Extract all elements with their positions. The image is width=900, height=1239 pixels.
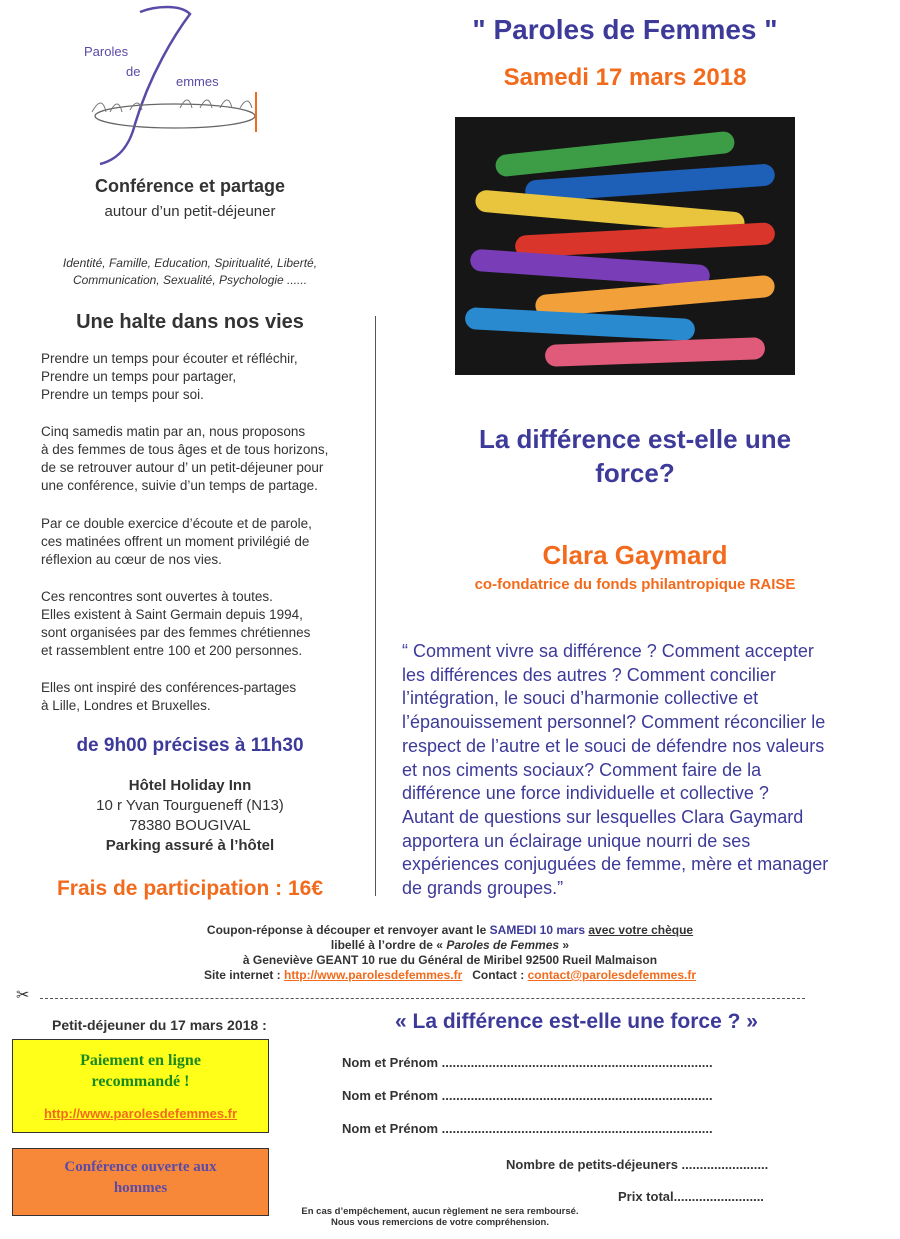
speaker-name: Clara Gaymard xyxy=(542,540,728,570)
schedule-hours: de 9h00 précises à 11h30 xyxy=(76,735,304,756)
coupon-info: Coupon-réponse à découper et renvoyer avant le SAMEDI 10 mars avec votre chèque libellé à l’ordre de « Paroles de Femmes » à Geneviève GEANT 10 rue du Général de Miribel 92500 Rueil Malmaison Site internet : http://www.parolesdefemmes.fr Contact : contact@parolesdefemmes.fr xyxy=(203,923,697,982)
conference-title: Conférence et partage xyxy=(94,176,286,196)
total-price-field[interactable]: Prix total......................... xyxy=(618,1189,764,1204)
hands-photo xyxy=(455,117,795,375)
cut-line xyxy=(40,998,805,999)
paragraph-inspire: Elles ont inspiré des conférences-partages à Lille, Londres et Bruxelles. xyxy=(41,680,297,713)
conference-quote: “ Comment vivre sa différence ? Comment accepter les différences des autres ? Comment concilier l’intégration, le souci d’harmonie collective et l’épanouissement personnel? Comment réconcilier le respect de l’autre et le souci de défendre nos valeurs et nos ciments sociaux? Comment faire de la différence une force individuelle et collective ? Autant de questions sur lesquelles Clara Gaymard apportera un éclairage unique nourri de ses expériences conjuguées de femme, mère et manager de grands groupes.” xyxy=(402,641,829,899)
deadline-date: SAMEDI 10 mars xyxy=(489,923,586,937)
form-right-title: « La différence est-elle une force ? » xyxy=(395,1010,758,1033)
name-field-2[interactable]: Nom et Prénom ........................................................................... xyxy=(342,1088,713,1103)
name-field-1[interactable]: Nom et Prénom ........................................................................... xyxy=(342,1055,713,1070)
refund-notice: En cas d’empêchement, aucun règlement ne sera remboursé. Nous vous remercions de votre compréhension. xyxy=(301,1206,579,1228)
themes-list: Identité, Famille, Education, Spiritualité, Liberté, Communication, Sexualité, Psychologie ...... xyxy=(62,256,318,287)
breakfast-count-field[interactable]: Nombre de petits-déjeuners ........................ xyxy=(506,1157,769,1172)
paragraph-samedis: Cinq samedis matin par an, nous proposons à des femmes de tous âges et de tous horizons, de se retrouver autour d’ un petit-déjeuner pour une conférence, suivie d’un temps de partage. xyxy=(41,424,329,493)
scissors-icon: ✂ xyxy=(16,987,30,1004)
name-field-3[interactable]: Nom et Prénom ........................................................................... xyxy=(342,1121,713,1136)
open-to-men-box: Conférence ouverte aux hommes xyxy=(12,1148,269,1216)
logo-text-femmes: emmes xyxy=(176,74,219,89)
hotel-name: Hôtel Holiday Inn xyxy=(128,777,252,794)
event-date: Samedi 17 mars 2018 xyxy=(503,64,747,91)
address-line2: 78380 BOUGIVAL xyxy=(129,817,251,834)
form-left-title: Petit-déjeuner du 17 mars 2018 : xyxy=(52,1017,267,1033)
page-title: " Paroles de Femmes " xyxy=(472,14,778,45)
contact-email-link[interactable]: contact@parolesdefemmes.fr xyxy=(527,968,697,982)
venue-address xyxy=(30,776,350,856)
speaker-role: co-fondatrice du fonds philantropique RAISE xyxy=(474,576,796,593)
conference-question: La différence est-elle une force? xyxy=(478,424,792,488)
logo-text-de: de xyxy=(126,64,141,79)
online-payment-box: Paiement en ligne recommandé ! http://www.parolesdefemmes.fr xyxy=(12,1039,269,1133)
website-link[interactable]: http://www.parolesdefemmes.fr xyxy=(283,968,463,982)
halte-heading: Une halte dans nos vies xyxy=(76,311,304,333)
paragraph-exercice: Par ce double exercice d’écoute et de parole, ces matinées offrent un moment privilégié de réflexion au cœur de nos vies. xyxy=(41,516,312,567)
paragraph-rencontres: Ces rencontres sont ouvertes à toutes. Elles existent à Saint Germain depuis 1994, sont organisées par des femmes chrétiennes et rassemblent entre 100 et 200 personnes. xyxy=(41,589,311,658)
payment-link[interactable]: http://www.parolesdefemmes.fr xyxy=(43,1106,238,1121)
column-divider xyxy=(375,316,376,896)
conference-subtitle: autour d’un petit-déjeuner xyxy=(104,203,276,220)
logo xyxy=(80,4,270,164)
address-line1: 10 r Yvan Tourgueneff (N13) xyxy=(96,797,284,814)
parking-note: Parking assuré à l’hôtel xyxy=(105,837,275,854)
logo-text-paroles: Paroles xyxy=(84,44,129,59)
paragraph-intro: Prendre un temps pour écouter et réfléchir, Prendre un temps pour partager, Prendre un temps pour soi. xyxy=(41,351,298,402)
participation-fee: Frais de participation : 16€ xyxy=(56,877,324,900)
logo-graphic xyxy=(80,4,270,169)
